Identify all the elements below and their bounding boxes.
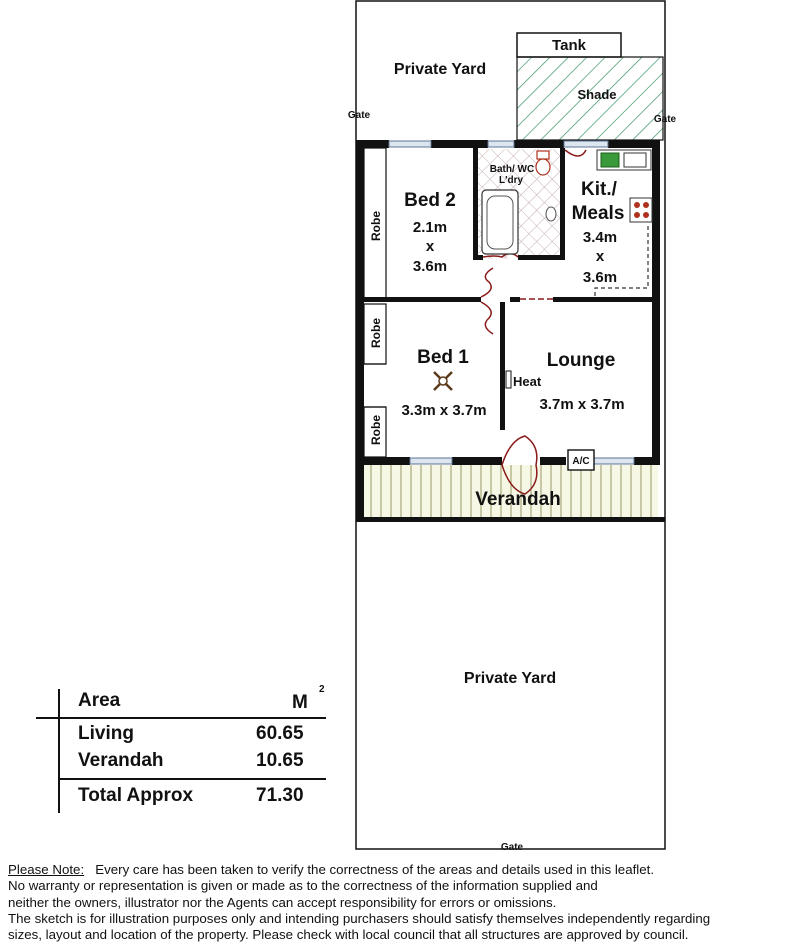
label-gate-left: Gate bbox=[347, 110, 371, 121]
label-shade: Shade bbox=[577, 87, 617, 102]
disclaimer-note bbox=[8, 862, 793, 943]
kitchen-dim-width: 3.4m bbox=[582, 229, 618, 246]
label-verandah: Verandah bbox=[475, 489, 561, 510]
area-row-label: Living bbox=[78, 723, 134, 744]
bed1-dims: 3.3m x 3.7m bbox=[401, 402, 487, 419]
label-private-yard-top: Private Yard bbox=[393, 61, 487, 78]
bed2-dim-width: 2.1m bbox=[412, 219, 448, 236]
label-meals: Meals bbox=[571, 203, 625, 224]
basin bbox=[546, 207, 556, 221]
bed2-dim-length: 3.6m bbox=[412, 258, 448, 275]
label-lounge: Lounge bbox=[546, 350, 616, 371]
note-line-2: No warranty or representation is given or made as to the correctness of the information supplied and bbox=[8, 878, 598, 894]
area-table bbox=[36, 683, 328, 813]
area-header-label: Area bbox=[78, 690, 121, 711]
area-row-label: Verandah bbox=[78, 750, 164, 771]
area-row-value: 10.65 bbox=[256, 750, 304, 771]
bed2-dim-x: x bbox=[425, 238, 435, 255]
area-header-superscript: 2 bbox=[319, 684, 325, 695]
label-robe-2: Robe bbox=[369, 318, 383, 348]
heater-icon bbox=[506, 371, 511, 388]
label-bath: Bath/ WC bbox=[489, 164, 535, 175]
note-line-3: neither the owners, illustrator nor the Agents can accept responsibility for errors or omissions. bbox=[8, 894, 557, 910]
label-gate-right: Gate bbox=[653, 114, 677, 125]
area-total-label: Total Approx bbox=[78, 785, 194, 806]
label-ac: A/C bbox=[572, 456, 590, 467]
kitchen-dim-length: 3.6m bbox=[582, 269, 618, 286]
area-total-value: 71.30 bbox=[256, 785, 304, 806]
label-bed1: Bed 1 bbox=[417, 347, 469, 368]
note-line-4: The sketch is for illustration purposes only and intending purchasers should satisfy themselves independently regarding bbox=[8, 910, 711, 926]
stove-icon bbox=[630, 198, 652, 222]
label-robe-1: Robe bbox=[369, 211, 383, 241]
note-line-1: Please Note: Every care has been taken to verify the correctness of the areas and details used in this leaflet. bbox=[8, 862, 655, 877]
lounge-dims: 3.7m x 3.7m bbox=[539, 396, 625, 413]
label-heat: Heat bbox=[513, 374, 542, 389]
note-line-5: sizes, layout and location of the property. Please check with local council that all structures are approved by council. bbox=[8, 927, 689, 943]
area-row-value: 60.65 bbox=[256, 723, 304, 744]
sink-icon bbox=[597, 150, 651, 170]
label-laundry: L'dry bbox=[498, 175, 524, 186]
label-bed2: Bed 2 bbox=[404, 190, 456, 211]
kitchen-dim-x: x bbox=[595, 248, 605, 265]
ceiling-fan-icon bbox=[434, 372, 452, 390]
label-tank: Tank bbox=[552, 37, 586, 54]
label-gate-bottom: Gate bbox=[500, 842, 524, 853]
label-kitchen: Kit./ bbox=[581, 179, 617, 200]
toilet-icon bbox=[536, 151, 550, 175]
label-robe-3: Robe bbox=[369, 415, 383, 445]
area-header-unit: M bbox=[292, 692, 308, 713]
note-heading: Please Note: bbox=[8, 862, 85, 877]
label-private-yard-bottom: Private Yard bbox=[463, 670, 557, 687]
